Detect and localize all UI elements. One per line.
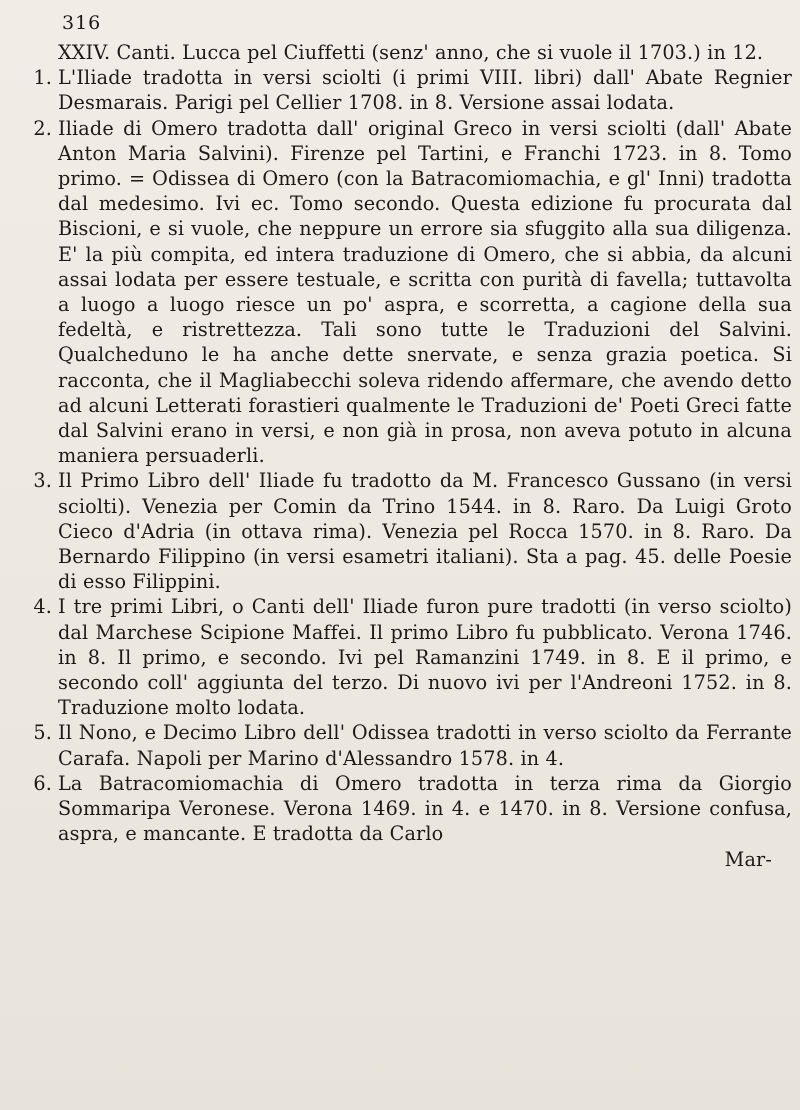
list-item	[18, 594, 792, 720]
list-item	[18, 720, 792, 770]
list-item	[18, 771, 792, 847]
entry-number: 5.	[33, 721, 52, 745]
continued-entry: XXIV. Canti. Lucca pel Ciuffetti (senz' anno, che si vuole il 1703.) in 12.	[58, 41, 764, 64]
list-item	[18, 116, 792, 469]
page-number: 316	[62, 12, 102, 34]
entry-text: Il Primo Libro dell' Iliade fu tradotto da M. Francesco Gussano (in versi sciolti). Venezia per Comin da Trino 1544. in 8. Raro. Da Luigi Groto Cieco d'Adria (in ottava rima). Venezia pel Rocca 1570. in 8. Raro. Da Bernardo Filippino (in versi esametri italiani). Sta a pag. 45. delle Poesie di esso Filippini.	[58, 469, 792, 594]
entry-text: I tre primi Libri, o Canti dell' Iliade furon pure tradotti (in verso sciolto) dal Marchese Scipione Maffei. Il primo Libro fu pubblicato. Verona 1746. in 8. Il primo, e secondo. Ivi pel Ramanzini 1749. in 8. E il primo, e secondo coll' aggiunta del terzo. Di nuovo ivi per l'Andreoni 1752. in 8. Traduzione molto lodata.	[58, 595, 792, 720]
entry-number: 1.	[33, 66, 52, 90]
text-block	[18, 40, 792, 872]
entry-number: 2.	[33, 116, 52, 140]
entry-text: Il Nono, e Decimo Libro dell' Odissea tradotti in verso sciolto da Ferrante Carafa. Napoli per Marino d'Alessandro 1578. in 4.	[58, 721, 792, 770]
entry-text: La Batracomiomachia di Omero tradotta in terza rima da Giorgio Sommaripa Veronese. Verona 1469. in 4. e 1470. in 8. Versione confusa, aspra, e mancante. E tradotta da Carlo	[58, 771, 792, 846]
list-item	[18, 468, 792, 594]
entry-number: 6.	[33, 771, 52, 795]
entry-number: 3.	[33, 469, 52, 493]
entry-text: L'Iliade tradotta in versi sciolti (i primi VIII. libri) dall' Abate Regnier Desmarais. Parigi pel Cellier 1708. in 8. Versione assai lodata.	[58, 66, 792, 115]
catchword: Mar-	[724, 847, 772, 871]
entry-number: 4.	[33, 595, 52, 619]
list-item	[18, 65, 792, 115]
entry-text: Iliade di Omero tradotta dall' original Greco in versi sciolti (dall' Abate Anton Maria Salvini). Firenze pel Tartini, e Franchi 1723. in 8. Tomo primo. = Odissea di Omero (con la Batracomiomachia, e gl' Inni) tradotta dal medesimo. Ivi ec. Tomo secondo. Questa edizione fu procurata dal Biscioni, e si vuole, che neppure un errore sia sfuggito alla sua diligenza. E' la più compita, ed intera traduzione di Omero, che si abbia, da alcuni assai lodata per essere testuale, e scritta con purità di favella; tuttavolta a luogo a luogo riesce un po' aspra, e scorretta, a cagione della sua fedeltà, e ristrettezza. Tali sono tutte le Traduzioni del Salvini. Qualcheduno le ha anche dette snervate, e senza grazia poetica. Si racconta, che il Magliabecchi soleva ridendo affermare, che avendo detto ad alcuni Letterati forastieri qualmente le Traduzioni de' Poeti Greci fatte dal Salvini erano in versi, e non già in prosa, non aveva potuto in alcuna maniera persuaderli.	[58, 116, 792, 468]
